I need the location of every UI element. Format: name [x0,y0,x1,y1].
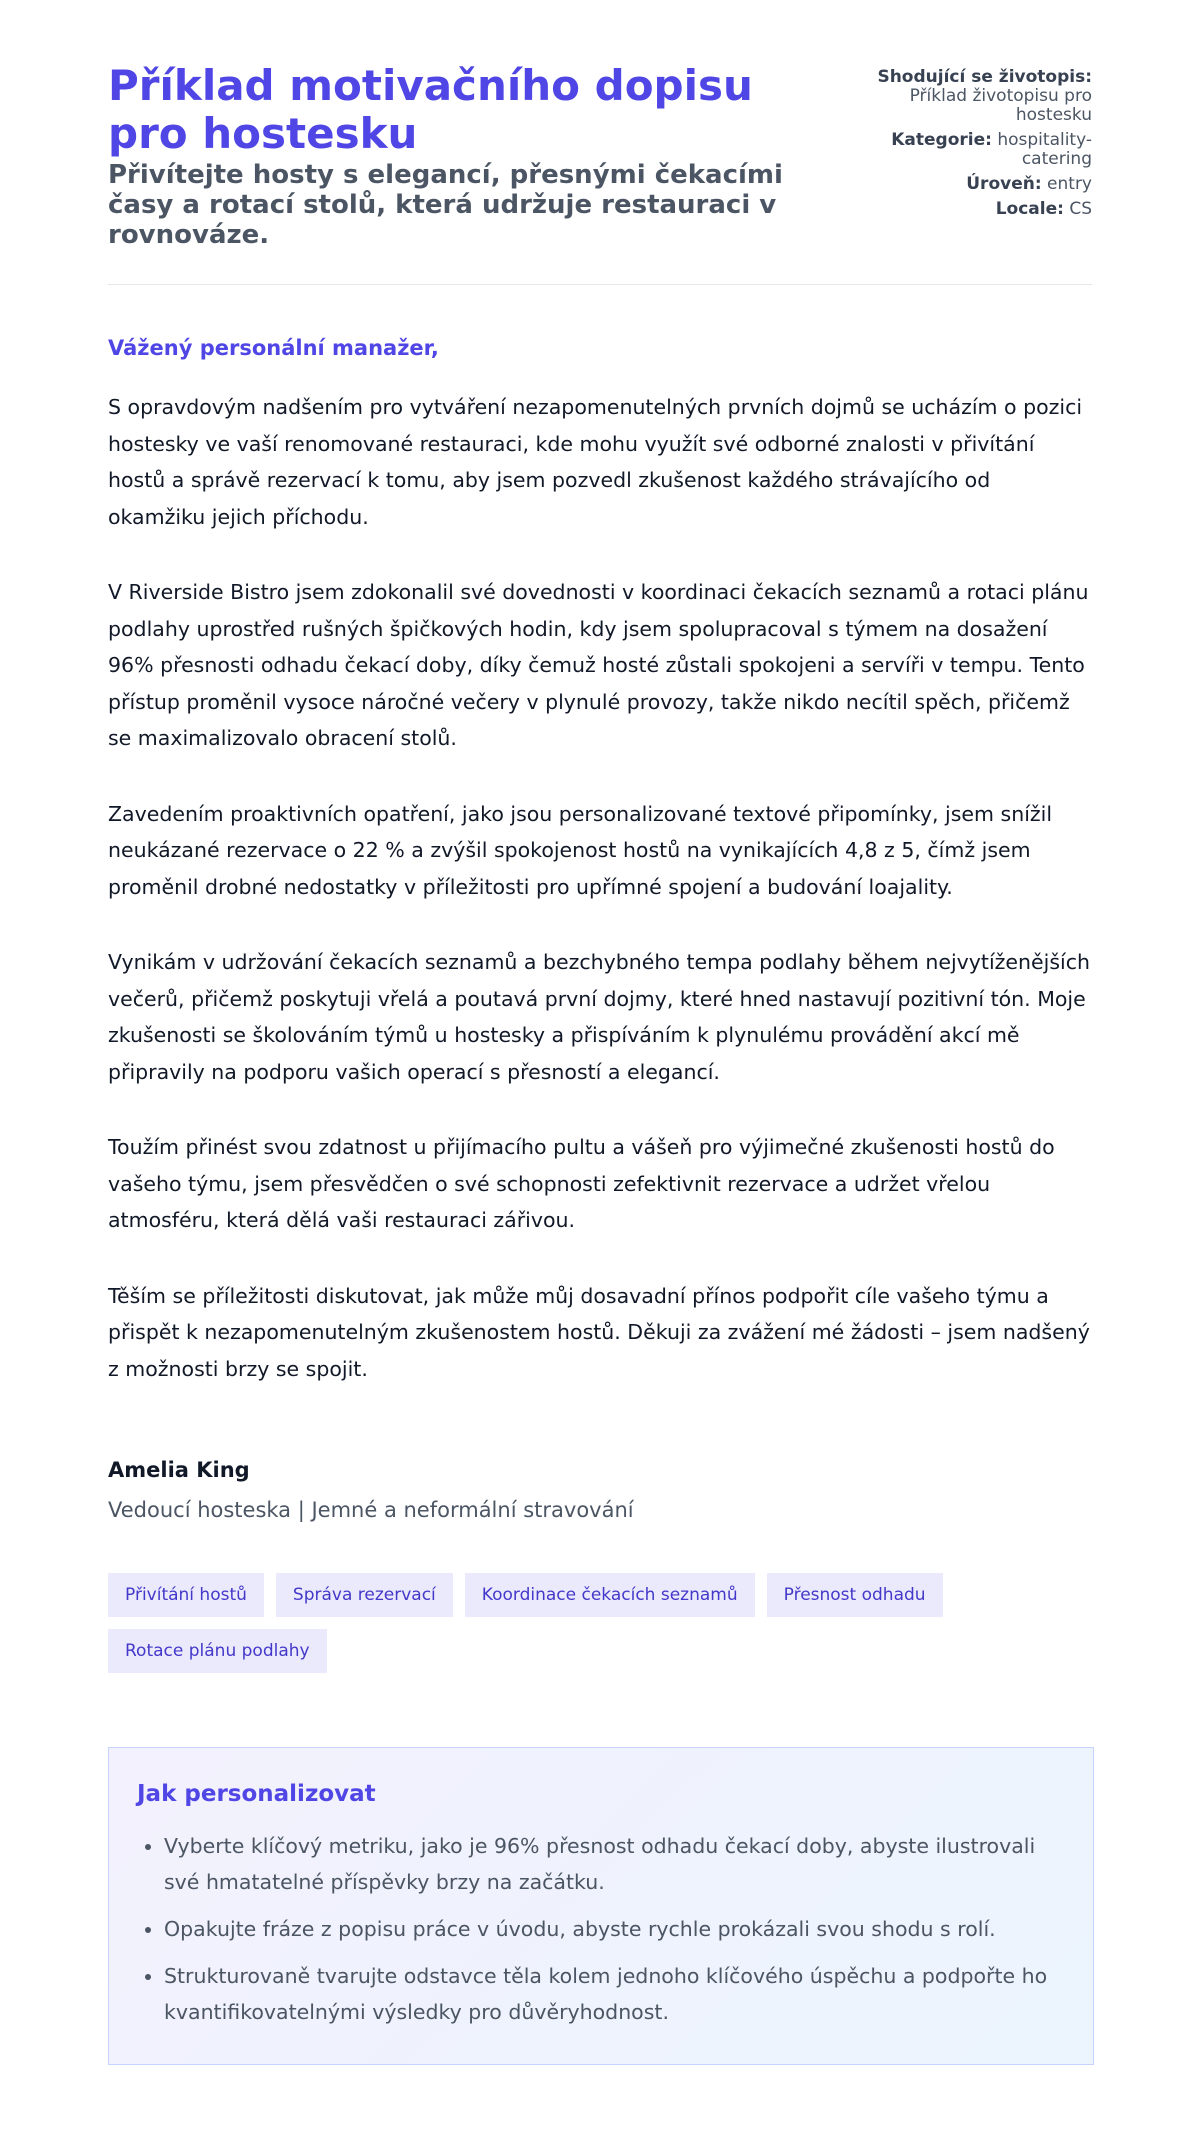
tips-title: Jak personalizovat [137,1781,376,1807]
meta-locale-value: CS [1069,199,1092,219]
skill-tag: Přesnost odhadu [767,1573,943,1617]
letter-paragraph-5: Toužím přinést svou zdatnost u přijímacího pultu a vášeň pro výjimečné zkušenosti hostů do vašeho týmu, jsem přesvědčen o své schopnosti zefektivnit rezervace a udržet vřelou atmosféru, která dělá vaši restauraci zářivou. [108,1135,1055,1232]
skill-tag: Koordinace čekacích seznamů [465,1573,755,1617]
meta-category-value: hospitality-catering [997,130,1092,169]
letter-paragraph-2: V Riverside Bistro jsem zdokonalil své dovednosti v koordinaci čekacích seznamů a rotaci plánu podlahy uprostřed rušných špičkových hodin, kdy jsem spolupracoval s týmem na dosažení 96% přesnosti odhadu čekací doby, díky čemuž hosté zůstali spokojeni a servíři v tempu. Tento přístup proměnil vysoce náročné večery v plynulé provozy, takže nikdo necítil spěch, přičemž se maximalizovalo obracení stolů. [108,580,1089,750]
salutation: Vážený personální manažer, [108,336,439,360]
meta-level [857,175,1092,194]
meta-level-value: entry [1047,174,1092,194]
meta-resume [857,68,1092,125]
meta-category-label: Kategorie: [891,130,992,150]
page-title: Příklad motivačního dopisu pro hostesku [108,61,753,158]
letter-body [108,389,1092,1387]
skill-tags [108,1573,1093,1685]
header-divider [108,284,1092,285]
page-subtitle: Přivítejte hosty s elegancí, přesnými čekacími časy a rotací stolů, která udržuje restauraci v rovnováze. [108,160,783,250]
meta-resume-value[interactable]: Příklad životopisu pro hostesku [909,86,1092,125]
personalize-tips-box [108,1747,1094,2065]
letter-paragraph-1: S opravdovým nadšením pro vytváření nezapomenutelných prvních dojmů se ucházím o pozici hostesky ve vaší renomované restauraci, kde mohu využít své odborné znalosti v přivítání hostů a správě rezervací k tomu, aby jsem pozvedl zkušenost každého strávajícího od okamžiku jejich příchodu. [108,395,1083,529]
letter-paragraph-4: Vynikám v udržování čekacích seznamů a bezchybného tempa podlahy během nejvytíženějších večerů, přičemž poskytuji vřelá a poutavá první dojmy, které hned nastavují pozitivní tón. Moje zkušenosti se školováním týmů u hostesky a přispíváním k plynulému provádění akcí mě připravily na podporu vašich operací s přesností a elegancí. [108,950,1090,1084]
title-block [108,62,838,250]
tips-item: • Strukturovaně tvarujte odstavce těla kolem jednoho klíčového úspěchu a podpořte ho kvantifikovatelnými výsledky pro důvěryhodnost. [164,1958,1063,2030]
meta-level-label: Úroveň: [966,174,1042,194]
tips-item: • Opakujte fráze z popisu práce v úvodu, abyste rychle prokázali svou shodu s rolí. [164,1911,1063,1947]
skill-tag: Přivítání hostů [108,1573,264,1617]
meta-resume-label: Shodující se životopis: [877,67,1092,87]
skill-tag: Správa rezervací [276,1573,453,1617]
skill-tag: Rotace plánu podlahy [108,1629,327,1673]
meta-locale-label: Locale: [995,199,1064,219]
header [108,62,1092,250]
tips-list [137,1828,1063,2030]
letter-paragraph-3: Zavedením proaktivních opatření, jako jsou personalizované textové připomínky, jsem snížil neukázané rezervace o 22 % a zvýšil spokojenost hostů na vynikajících 4,8 z 5, čímž jsem proměnil drobné nedostatky v příležitosti pro upřímné spojení a budování loajality. [108,801,1053,899]
signature-role: Vedoucí hosteska | Jemné a neformální stravování [108,1498,634,1522]
letter-paragraph-6: Těším se příležitosti diskutovat, jak může můj dosavadní přínos podpořit cíle vašeho týmu a přispět k nezapomenutelným zkušenostem hostů. Děkuji za zvážení mé žádosti – jsem nadšený z možnosti brzy se spojit. [108,1283,1090,1381]
meta-locale [857,200,1092,219]
meta-panel [857,62,1092,225]
signature-name: Amelia King [108,1458,250,1482]
meta-category [857,131,1092,169]
tips-item: • Vyberte klíčový metriku, jako je 96% přesnost odhadu čekací doby, abyste ilustrovali své hmatatelné příspěvky brzy na začátku. [164,1828,1063,1900]
